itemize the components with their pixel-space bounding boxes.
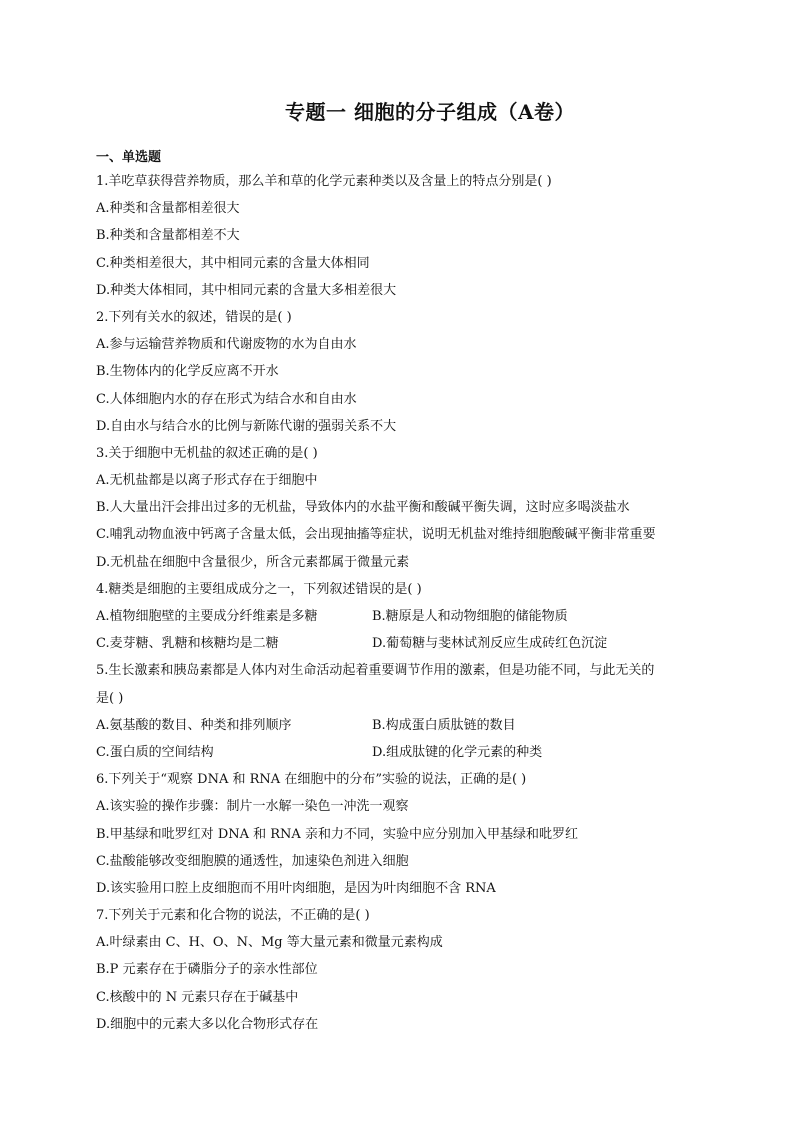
option-a: A.种类和含量都相差很大 xyxy=(96,201,240,217)
question-stem: 2.下列有关水的叙述，错误的是( ) xyxy=(96,309,292,325)
option-c: C.人体细胞内水的存在形式为结合水和自由水 xyxy=(96,391,357,407)
option-b: B.人大量出汗会排出过多的无机盐，导致体内的水盐平衡和酸碱平衡失调，这时应多喝淡盐水 xyxy=(96,500,630,516)
question-7 xyxy=(96,902,706,1038)
option-a: A.氨基酸的数目、种类和排列顺序 xyxy=(96,717,292,733)
option-b: B.糖原是人和动物细胞的储能物质 xyxy=(372,609,568,624)
option-row xyxy=(96,712,706,739)
option-c: C.哺乳动物血液中钙离子含量太低，会出现抽搐等症状，说明无机盐对维持细胞酸碱平衡非常重要 xyxy=(96,527,656,543)
option-d: D.该实验用口腔上皮细胞而不用叶肉细胞，是因为叶肉细胞不含 RNA xyxy=(96,880,496,896)
option-b: B.种类和含量都相差不大 xyxy=(96,228,240,244)
document-page xyxy=(96,96,706,1038)
option-row xyxy=(96,603,706,630)
option-b: B.甲基绿和吡罗红对 DNA 和 RNA 亲和力不同，实验中应分别加入甲基绿和吡罗红 xyxy=(96,826,578,842)
option-a: A.参与运输营养物质和代谢废物的水为自由水 xyxy=(96,337,357,353)
question-stem: 1.羊吃草获得营养物质，那么羊和草的化学元素种类以及含量上的特点分别是( ) xyxy=(96,174,552,189)
question-6 xyxy=(96,766,706,902)
option-d: D.自由水与结合水的比例与新陈代谢的强弱关系不大 xyxy=(96,418,397,434)
option-d: D.细胞中的元素大多以化合物形式存在 xyxy=(96,1016,319,1032)
page-title: 专题一 细胞的分子组成（A卷） xyxy=(285,100,575,124)
option-a: A.无机盐都是以离子形式存在于细胞中 xyxy=(96,473,318,489)
option-a: A.植物细胞壁的主要成分纤维素是多糖 xyxy=(96,609,318,624)
option-d: D.种类大体相同，其中相同元素的含量大多相差很大 xyxy=(96,282,397,298)
question-stem: 5.生长激素和胰岛素都是人体内对生命活动起着重要调节作用的激素，但是功能不同，与此无关的 xyxy=(96,663,655,679)
option-c: C.蛋白质的空间结构 xyxy=(96,744,214,760)
option-a: A.该实验的操作步骤：制片一水解一染色一冲洗一观察 xyxy=(96,799,409,815)
option-d: D.组成肽键的化学元素的种类 xyxy=(372,744,543,760)
question-stem: 7.下列关于元素和化合物的说法，不正确的是( ) xyxy=(96,908,370,924)
option-c: C.麦芽糖、乳糖和核糖均是二糖 xyxy=(96,636,279,652)
question-stem: 3.关于细胞中无机盐的叙述正确的是( ) xyxy=(96,445,318,461)
option-c: C.核酸中的 N 元素只存在于碱基中 xyxy=(96,989,299,1005)
section-heading: 一、单选题 xyxy=(96,150,162,165)
option-d: D.葡萄糖与斐林试剂反应生成砖红色沉淀 xyxy=(372,636,608,652)
option-c: C.种类相差很大，其中相同元素的含量大体相同 xyxy=(96,255,370,271)
question-3 xyxy=(96,440,706,576)
question-2 xyxy=(96,304,706,440)
question-stem-continued: 是( ) xyxy=(96,690,124,706)
question-5 xyxy=(96,657,706,766)
question-stem: 6.下列关于“观察 DNA 和 RNA 在细胞中的分布”实验的说法，正确的是( ) xyxy=(96,772,527,788)
option-row xyxy=(96,630,706,657)
option-d: D.无机盐在细胞中含量很少，所含元素都属于微量元素 xyxy=(96,554,410,570)
option-b: B.构成蛋白质肽链的数目 xyxy=(372,717,516,733)
option-c: C.盐酸能够改变细胞膜的通透性，加速染色剂进入细胞 xyxy=(96,853,409,869)
option-b: B.生物体内的化学反应离不开水 xyxy=(96,364,279,380)
option-a: A.叶绿素由 C、H、O、N、Mg 等大量元素和微量元素构成 xyxy=(96,935,443,951)
question-4 xyxy=(96,576,706,658)
option-row xyxy=(96,739,706,766)
question-stem: 4.糖类是细胞的主要组成成分之一，下列叙述错误的是( ) xyxy=(96,581,422,597)
question-1 xyxy=(96,168,706,304)
option-b: B.P 元素存在于磷脂分子的亲水性部位 xyxy=(96,962,318,978)
